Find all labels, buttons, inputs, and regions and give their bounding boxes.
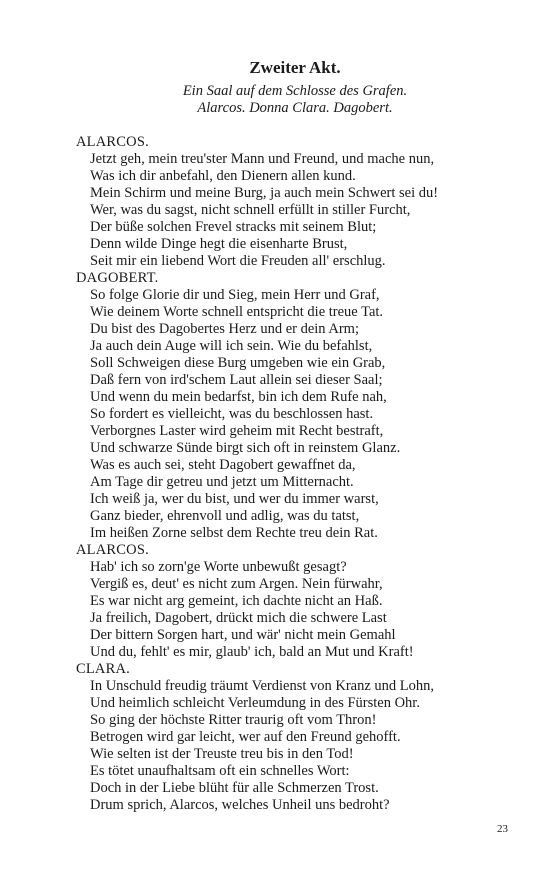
act-title: Zweiter Akt.	[249, 58, 341, 77]
verse-line: Und heimlich schleicht Verleumdung in des Fürsten Ohr.	[90, 695, 420, 711]
verse-line: Und du, fehlt' es mir, glaub' ich, bald an Mut und Kraft!	[90, 644, 414, 660]
verse-line: Seit mir ein liebend Wort die Freuden all' erschlug.	[90, 253, 386, 269]
verse-line: Doch in der Liebe blüht für alle Schmerzen Trost.	[90, 780, 379, 796]
speaker-name: CLARA.	[76, 661, 130, 677]
verse-line: Was es auch sei, steht Dagobert gewaffnet da,	[90, 457, 356, 473]
verse-line: Hab' ich so zorn'ge Worte unbewußt gesagt?	[90, 559, 347, 575]
verse-line: Jetzt geh, mein treu'ster Mann und Freund, und mache nun,	[90, 151, 435, 167]
verse-line: Ich weiß ja, wer du bist, und wer du immer warst,	[90, 491, 379, 507]
scene-setting: Ein Saal auf dem Schlosse des Grafen.	[182, 83, 408, 99]
verse-line: So folge Glorie dir und Sieg, mein Herr und Graf,	[90, 287, 380, 303]
verse-line: So ging der höchste Ritter traurig oft vom Thron!	[90, 712, 377, 728]
verse-line: Wer, was du sagst, nicht schnell erfüllt in stiller Furcht,	[90, 202, 411, 218]
play-text	[76, 134, 506, 814]
verse-line: Ja freilich, Dagobert, drückt mich die schwere Last	[90, 610, 387, 626]
verse-line: Und schwarze Sünde birgt sich oft in reinstem Glanz.	[90, 440, 401, 456]
verse-line: Im heißen Zorne selbst dem Rechte treu dein Rat.	[90, 525, 378, 541]
speaker-name: ALARCOS.	[76, 542, 149, 558]
verse-line: Es war nicht arg gemeint, ich dachte nicht an Haß.	[90, 593, 383, 609]
verse-line: Mein Schirm und meine Burg, ja auch mein Schwert sei du!	[90, 185, 439, 201]
verse-line: Wie deinem Worte schnell entspricht die treue Tat.	[90, 304, 384, 320]
verse-line: In Unschuld freudig träumt Verdienst von Kranz und Lohn,	[90, 678, 435, 694]
verse-line: Der bittern Sorgen hart, und wär' nicht mein Gemahl	[90, 627, 396, 643]
verse-line: Am Tage dir getreu und jetzt um Mitternacht.	[90, 474, 354, 490]
verse-line: Was ich dir anbefahl, den Dienern allen kund.	[90, 168, 356, 184]
scene-description	[0, 83, 550, 117]
verse-line: Drum sprich, Alarcos, welches Unheil uns bedroht?	[90, 797, 390, 813]
verse-line: Betrogen wird gar leicht, wer auf den Freund gehofft.	[90, 729, 401, 745]
verse-line: Denn wilde Dinge hegt die eisenharte Brust,	[90, 236, 348, 252]
page-number: 23	[497, 823, 508, 835]
verse-line: So fordert es vielleicht, was du beschlossen hast.	[90, 406, 374, 422]
verse-line: Vergiß es, deut' es nicht zum Argen. Nein fürwahr,	[90, 576, 383, 592]
verse-line: Es tötet unaufhaltsam oft ein schnelles Wort:	[90, 763, 350, 779]
verse-line: Und wenn du mein bedarfst, bin ich dem Rufe nah,	[90, 389, 387, 405]
verse-line: Wie selten ist der Treuste treu bis in den Tod!	[90, 746, 354, 762]
verse-line: Daß fern von ird'schem Laut allein sei dieser Saal;	[90, 372, 383, 388]
verse-line: Der büße solchen Frevel stracks mit seinem Blut;	[90, 219, 377, 235]
verse-line: Soll Schweigen diese Burg umgeben wie ein Grab,	[90, 355, 386, 371]
verse-line: Ganz bieder, ehrenvoll und adlig, was du tatst,	[90, 508, 360, 524]
speaker-name: DAGOBERT.	[76, 270, 159, 286]
verse-line: Du bist des Dagobertes Herz und er dein Arm;	[90, 321, 359, 337]
verse-line: Verborgnes Laster wird geheim mit Recht bestraft,	[90, 423, 384, 439]
scene-characters: Alarcos. Donna Clara. Dagobert.	[197, 100, 393, 116]
verse-line: Ja auch dein Auge will ich sein. Wie du befahlst,	[90, 338, 373, 354]
speaker-name: ALARCOS.	[76, 134, 149, 150]
